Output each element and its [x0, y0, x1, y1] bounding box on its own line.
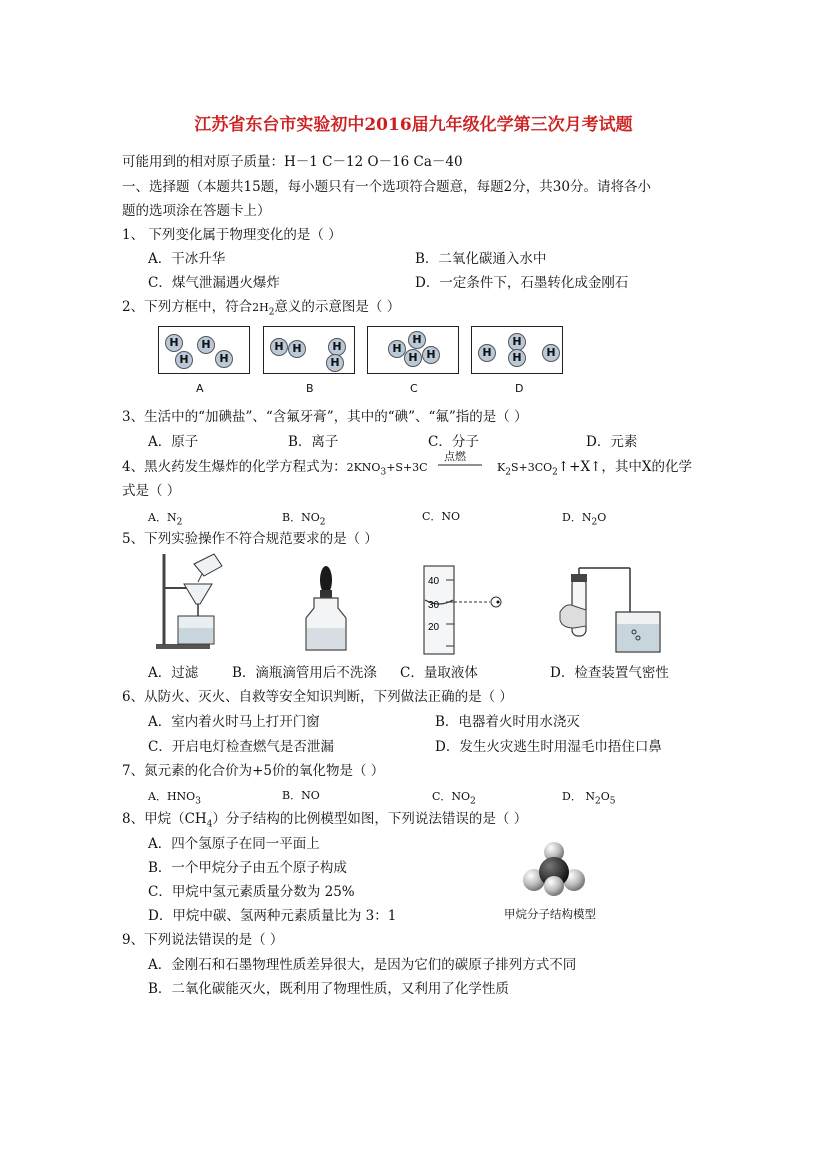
hydrogen-atom: H	[328, 338, 346, 356]
q2-label-c: C	[410, 382, 418, 395]
hydrogen-atom: H	[388, 340, 406, 358]
q6-option-a: A．室内着火时马上打开门窗	[148, 714, 320, 730]
section-instructions-line2: 题的选项涂在答题卡上）	[122, 203, 271, 219]
q8-option-a: A．四个氢原子在同一平面上	[148, 836, 320, 852]
q2-stem: 2、下列方框中，符合$2H_2$意义的示意图是（ ）	[122, 299, 401, 318]
cylinder-tick-20: 20	[428, 622, 440, 633]
q4-option-c: C．NO	[422, 510, 461, 523]
q7-option-a: A．$HNO_3$	[148, 790, 201, 807]
q9-option-a: A．金刚石和石墨物理性质差异很大，是因为它们的碳原子排列方式不同	[148, 957, 577, 973]
q5-option-a: A．过滤	[148, 665, 199, 681]
hydrogen-atom: H	[288, 340, 306, 358]
section-instructions-line1: 一、选择题（本题共15题，每小题只有一个选项符合题意，每题2分，共30分。请将各小	[122, 179, 651, 195]
q2-label-a: A	[196, 382, 204, 395]
q3-option-d: D．元素	[586, 434, 638, 450]
q2-label-d: D	[515, 382, 524, 395]
hydrogen-atom: H	[197, 336, 215, 354]
q4-option-a: A．$N_2$	[148, 511, 183, 528]
hydrogen-atom: H	[215, 350, 233, 368]
q4-option-d: D．$N_2O$	[562, 511, 607, 528]
q3-option-b: B．离子	[288, 434, 339, 450]
hydrogen-atom: H	[422, 346, 440, 364]
q5-option-c: C．量取液体	[400, 665, 478, 681]
q4-stem-line2: 式是（ ）	[122, 483, 181, 499]
q1-option-c: C．煤气泄漏遇火爆炸	[148, 275, 280, 291]
cylinder-tick-30: 30	[428, 600, 440, 611]
dropper-bottle-image	[296, 560, 356, 660]
q3-option-a: A．原子	[148, 434, 199, 450]
cylinder-tick-40: 40	[428, 576, 440, 587]
q9-option-b: B．二氧化碳能灭火，既利用了物理性质，又利用了化学性质	[148, 981, 509, 997]
q3-option-c: C．分子	[428, 434, 479, 450]
hydrogen-atom: H	[326, 354, 344, 372]
page-title: 江苏省东台市实验初中2016届九年级化学第三次月考试题	[194, 115, 633, 135]
filtration-apparatus-image	[150, 552, 230, 652]
q4-stem: 4、黑火药发生爆炸的化学方程式为：$2KNO_3+S+3C$	[122, 459, 428, 478]
atomic-masses: 可能用到的相对原子质量：H－1 C－12 O－16 Ca－40	[122, 154, 463, 170]
q1-option-d: D．一定条件下，石墨转化成金刚石	[415, 275, 629, 291]
q2-label-b: B	[306, 382, 314, 395]
hydrogen-atom: H	[175, 351, 193, 369]
hydrogen-atom: H	[270, 338, 288, 356]
q6-option-c: C．开启电灯检查燃气是否泄漏	[148, 739, 334, 755]
q1-stem: 1、 下列变化属于物理变化的是（ ）	[122, 227, 342, 243]
hydrogen-atom: H	[478, 344, 496, 362]
q1-option-b: B．二氧化碳通入水中	[415, 251, 547, 267]
hydrogen-atom: H	[165, 334, 183, 352]
q4-reaction-condition: 点燃	[444, 450, 466, 463]
graduated-cylinder-image	[410, 566, 510, 656]
q8-option-c: C．甲烷中氢元素质量分数为 25%	[148, 884, 355, 900]
q7-option-b: B．NO	[282, 789, 320, 802]
hydrogen-atom: H	[508, 333, 526, 351]
q1-option-a: A．干冰升华	[148, 251, 226, 267]
q7-stem: 7、氮元素的化合价为+5价的氧化物是（ ）	[122, 763, 385, 779]
q8-stem: 8、甲烷$(CH_4)$分子结构的比例模型如图，下列说法错误的是（ ）	[122, 811, 528, 830]
q5-option-b: B．滴瓶滴管用后不洗涤	[232, 665, 377, 681]
methane-model-image	[520, 840, 590, 900]
q6-option-d: D．发生火灾逃生时用湿毛巾捂住口鼻	[435, 739, 662, 755]
methane-model-caption: 甲烷分子结构模型	[504, 907, 596, 921]
q8-option-b: B．一个甲烷分子由五个原子构成	[148, 860, 347, 876]
q7-option-c: C．$NO_2$	[432, 790, 476, 807]
q9-stem: 9、下列说法错误的是（ ）	[122, 932, 284, 948]
q6-option-b: B．电器着火时用水浇灭	[435, 714, 580, 730]
q6-stem: 6、从防火、灭火、自救等安全知识判断，下列做法正确的是（ ）	[122, 689, 513, 705]
hydrogen-atom: H	[404, 349, 422, 367]
hydrogen-atom: H	[408, 331, 426, 349]
airtightness-check-image	[556, 566, 676, 656]
q7-option-d: D． $N_2O_5$	[562, 790, 616, 807]
hydrogen-atom: H	[508, 349, 526, 367]
hydrogen-atom: H	[542, 344, 560, 362]
q5-option-d: D．检查装置气密性	[550, 665, 669, 681]
q8-option-d: D．甲烷中碳、氢两种元素质量比为 3：1	[148, 908, 397, 924]
q4-option-b: B．$NO_2$	[282, 511, 326, 528]
q5-stem: 5、下列实验操作不符合规范要求的是（ ）	[122, 531, 378, 547]
q4-products: $K_2S+3CO_2↑+X↑$，其中X的化学	[497, 459, 693, 478]
q3-stem: 3、生活中的“加碘盐”、“含氟牙膏”，其中的“碘”、“氟”指的是（ ）	[122, 409, 528, 425]
